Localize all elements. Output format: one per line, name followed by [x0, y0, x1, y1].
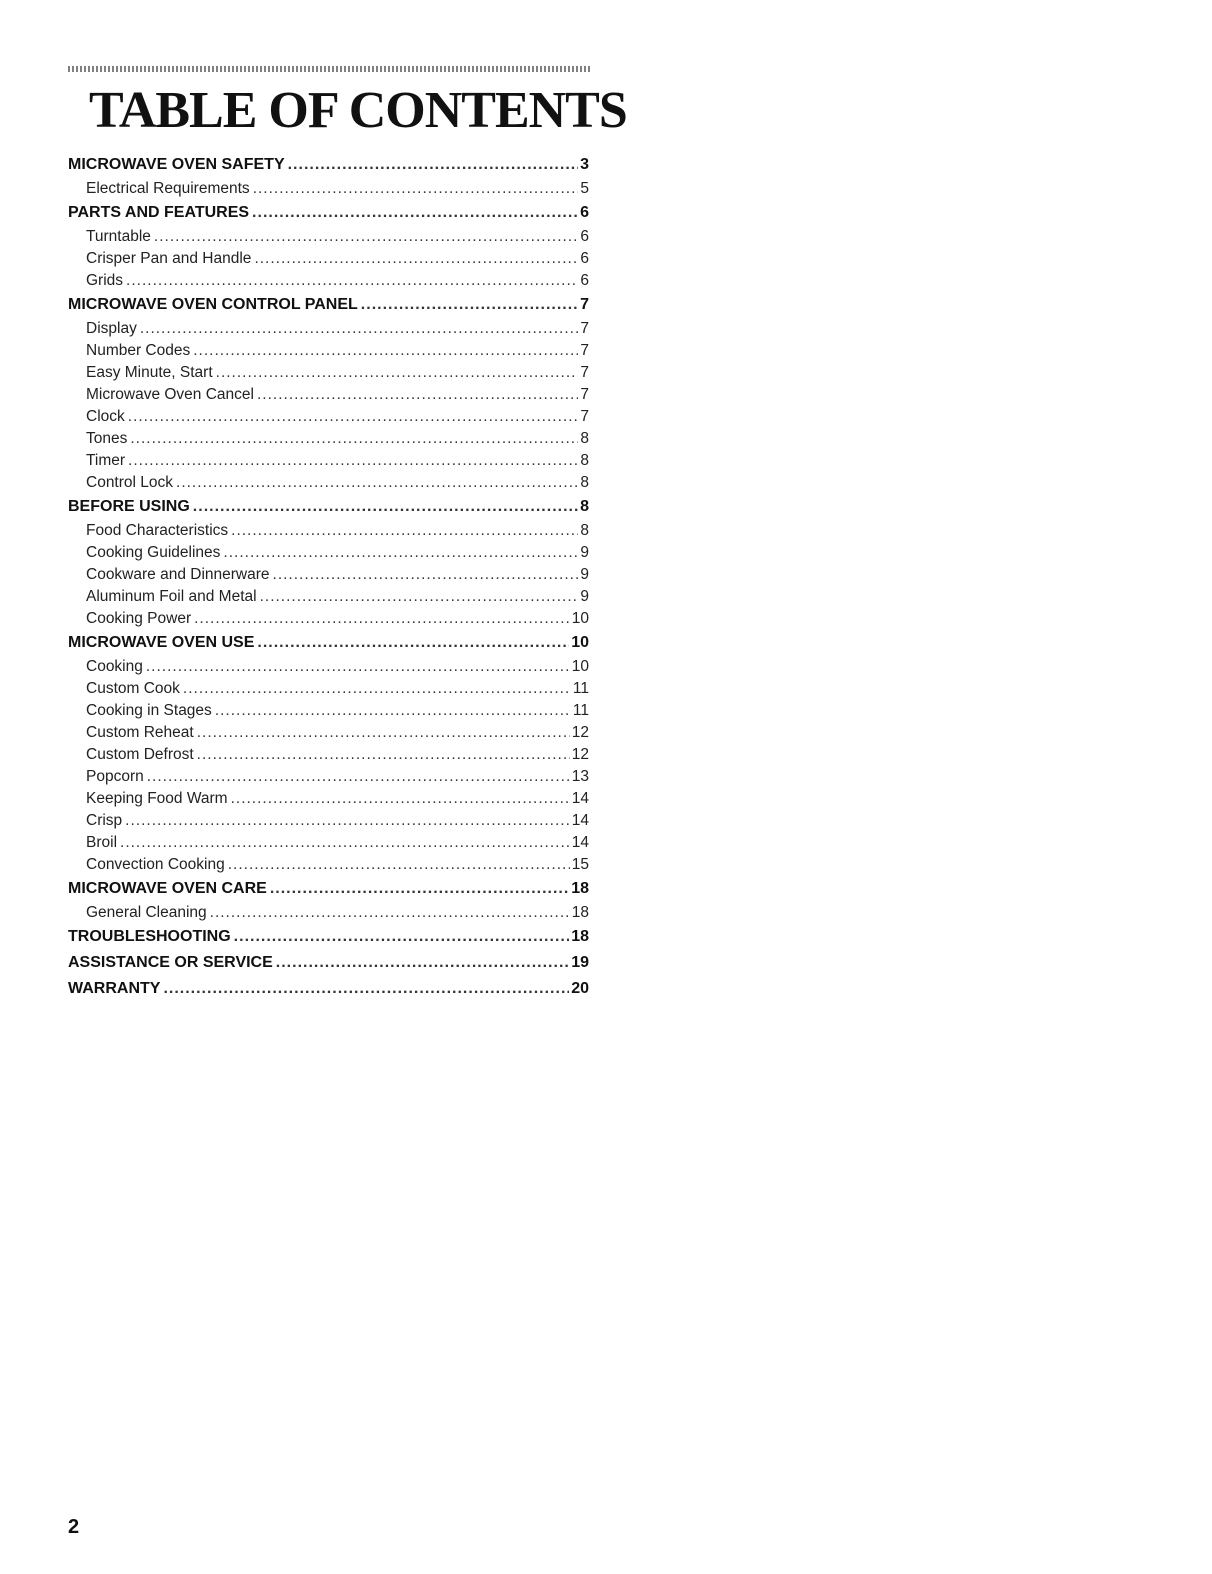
toc-entry-page: 10	[571, 610, 589, 627]
dot-leader	[216, 362, 579, 384]
toc-entry-label: Broil	[86, 834, 118, 851]
toc-entry-label: Custom Cook	[86, 680, 180, 697]
toc-entry-page: 7	[580, 386, 589, 403]
toc-entry-page: 9	[580, 544, 589, 561]
page-title: TABLE OF CONTENTS	[89, 82, 627, 139]
toc-section-entry[interactable]	[68, 876, 589, 902]
toc-entry-label: MICROWAVE OVEN CARE	[68, 880, 267, 897]
dot-leader	[147, 766, 570, 788]
dot-leader	[154, 226, 578, 248]
toc-entry-page: 6	[580, 250, 589, 267]
toc-entry-label: Cooking Guidelines	[86, 544, 221, 561]
dot-leader	[130, 428, 578, 450]
dot-leader	[257, 384, 578, 406]
toc-entry-page: 18	[571, 880, 589, 897]
toc-entry-label: Custom Reheat	[86, 724, 194, 741]
dot-leader	[210, 902, 570, 924]
toc-entry-label: Turntable	[86, 228, 151, 245]
toc-subsection-entry[interactable]	[68, 520, 589, 542]
toc-entry-page: 12	[571, 746, 589, 763]
dot-leader	[260, 586, 579, 608]
toc-subsection-entry[interactable]	[68, 656, 589, 678]
toc-section-entry[interactable]	[68, 924, 589, 950]
toc-entry-page: 6	[580, 228, 589, 245]
toc-subsection-entry[interactable]	[68, 340, 589, 362]
dot-leader	[193, 340, 578, 362]
toc-subsection-entry[interactable]	[68, 854, 589, 876]
toc-entry-page: 14	[571, 834, 589, 851]
toc-subsection-entry[interactable]	[68, 700, 589, 722]
toc-entry-label: Crisper Pan and Handle	[86, 250, 252, 267]
dot-leader	[254, 248, 578, 270]
dot-leader	[197, 722, 570, 744]
toc-entry-page: 12	[571, 724, 589, 741]
toc-subsection-entry[interactable]	[68, 608, 589, 630]
toc-subsection-entry[interactable]	[68, 178, 589, 200]
toc-entry-label: Crisp	[86, 812, 123, 829]
toc-entry-label: Food Characteristics	[86, 522, 229, 539]
toc-subsection-entry[interactable]	[68, 810, 589, 832]
table-of-contents	[68, 152, 589, 1002]
dot-leader	[228, 854, 570, 876]
toc-entry-label: Tones	[86, 430, 128, 447]
toc-entry-page: 14	[571, 790, 589, 807]
toc-subsection-entry[interactable]	[68, 362, 589, 384]
toc-entry-page: 7	[580, 408, 589, 425]
dot-leader	[231, 520, 578, 542]
toc-entry-label: WARRANTY	[68, 980, 161, 997]
toc-section-entry[interactable]	[68, 630, 589, 656]
dot-leader	[270, 876, 569, 902]
dot-leader	[128, 450, 578, 472]
dot-leader	[223, 542, 578, 564]
dot-leader	[252, 200, 578, 226]
dot-leader	[193, 494, 578, 520]
toc-entry-label: Number Codes	[86, 342, 191, 359]
toc-subsection-entry[interactable]	[68, 472, 589, 494]
toc-entry-label: Control Lock	[86, 474, 174, 491]
toc-entry-label: MICROWAVE OVEN SAFETY	[68, 156, 285, 173]
toc-subsection-entry[interactable]	[68, 428, 589, 450]
toc-subsection-entry[interactable]	[68, 406, 589, 428]
toc-subsection-entry[interactable]	[68, 766, 589, 788]
dot-leader	[197, 744, 570, 766]
toc-subsection-entry[interactable]	[68, 902, 589, 924]
toc-subsection-entry[interactable]	[68, 788, 589, 810]
dot-leader	[234, 924, 570, 950]
dot-leader	[140, 318, 579, 340]
toc-entry-page: 6	[580, 204, 589, 221]
toc-subsection-entry[interactable]	[68, 542, 589, 564]
toc-entry-label: Cooking	[86, 658, 143, 675]
toc-entry-page: 10	[571, 634, 589, 651]
dot-leader	[361, 292, 578, 318]
dot-leader	[231, 788, 570, 810]
toc-entry-page: 11	[572, 702, 589, 719]
toc-entry-page: 11	[572, 680, 589, 697]
toc-entry-page: 13	[571, 768, 589, 785]
toc-entry-page: 10	[571, 658, 589, 675]
dot-leader	[276, 950, 569, 976]
toc-entry-page: 8	[580, 452, 589, 469]
decorative-top-rule	[68, 66, 590, 72]
dot-leader	[176, 472, 578, 494]
toc-entry-label: Easy Minute, Start	[86, 364, 213, 381]
toc-entry-label: MICROWAVE OVEN CONTROL PANEL	[68, 296, 358, 313]
toc-entry-label: Microwave Oven Cancel	[86, 386, 254, 403]
dot-leader	[120, 832, 570, 854]
dot-leader	[146, 656, 570, 678]
toc-entry-label: Keeping Food Warm	[86, 790, 228, 807]
toc-entry-page: 3	[580, 156, 589, 173]
toc-subsection-entry[interactable]	[68, 270, 589, 292]
toc-entry-page: 5	[580, 180, 589, 197]
toc-entry-label: Aluminum Foil and Metal	[86, 588, 257, 605]
toc-entry-page: 8	[580, 522, 589, 539]
toc-entry-label: Electrical Requirements	[86, 180, 250, 197]
toc-subsection-entry[interactable]	[68, 744, 589, 766]
toc-section-entry[interactable]	[68, 200, 589, 226]
toc-entry-label: Cooking Power	[86, 610, 192, 627]
toc-entry-page: 7	[580, 320, 589, 337]
toc-entry-label: TROUBLESHOOTING	[68, 928, 231, 945]
toc-entry-label: General Cleaning	[86, 904, 207, 921]
dot-leader	[273, 564, 579, 586]
dot-leader	[253, 178, 579, 200]
dot-leader	[194, 608, 570, 630]
toc-subsection-entry[interactable]	[68, 384, 589, 406]
toc-subsection-entry[interactable]	[68, 678, 589, 700]
toc-subsection-entry[interactable]	[68, 722, 589, 744]
toc-entry-page: 7	[580, 342, 589, 359]
toc-entry-page: 18	[571, 928, 589, 945]
toc-entry-label: Custom Defrost	[86, 746, 194, 763]
page-number: 2	[68, 1516, 80, 1538]
toc-entry-page: 7	[580, 296, 589, 313]
dot-leader	[215, 700, 571, 722]
toc-entry-page: 8	[580, 474, 589, 491]
dot-leader	[257, 630, 569, 656]
toc-entry-page: 14	[571, 812, 589, 829]
dot-leader	[128, 406, 579, 428]
toc-subsection-entry[interactable]	[68, 226, 589, 248]
toc-section-entry[interactable]	[68, 292, 589, 318]
toc-section-entry[interactable]	[68, 976, 589, 1002]
toc-entry-label: Popcorn	[86, 768, 144, 785]
toc-subsection-entry[interactable]	[68, 450, 589, 472]
toc-entry-label: BEFORE USING	[68, 498, 190, 515]
toc-entry-page: 9	[580, 566, 589, 583]
toc-entry-page: 9	[580, 588, 589, 605]
toc-entry-page: 8	[580, 430, 589, 447]
dot-leader	[126, 270, 578, 292]
toc-entry-label: Convection Cooking	[86, 856, 225, 873]
toc-subsection-entry[interactable]	[68, 318, 589, 340]
toc-entry-page: 19	[571, 954, 589, 971]
dot-leader	[183, 678, 571, 700]
toc-subsection-entry[interactable]	[68, 586, 589, 608]
toc-entry-page: 8	[580, 498, 589, 515]
dot-leader	[288, 152, 578, 178]
toc-subsection-entry[interactable]	[68, 248, 589, 270]
toc-subsection-entry[interactable]	[68, 564, 589, 586]
toc-section-entry[interactable]	[68, 494, 589, 520]
toc-entry-label: Grids	[86, 272, 124, 289]
toc-entry-page: 7	[580, 364, 589, 381]
toc-subsection-entry[interactable]	[68, 832, 589, 854]
toc-entry-page: 20	[571, 980, 589, 997]
dot-leader	[125, 810, 570, 832]
toc-section-entry[interactable]	[68, 152, 589, 178]
toc-entry-label: PARTS AND FEATURES	[68, 204, 250, 221]
toc-entry-page: 15	[571, 856, 589, 873]
toc-entry-label: ASSISTANCE OR SERVICE	[68, 954, 273, 971]
toc-entry-label: Cooking in Stages	[86, 702, 212, 719]
toc-entry-label: Clock	[86, 408, 125, 425]
toc-entry-label: MICROWAVE OVEN USE	[68, 634, 255, 651]
toc-entry-label: Timer	[86, 452, 126, 469]
toc-entry-page: 6	[580, 272, 589, 289]
toc-entry-page: 18	[571, 904, 589, 921]
toc-entry-label: Display	[86, 320, 137, 337]
toc-section-entry[interactable]	[68, 950, 589, 976]
dot-leader	[163, 976, 569, 1002]
toc-entry-label: Cookware and Dinnerware	[86, 566, 270, 583]
